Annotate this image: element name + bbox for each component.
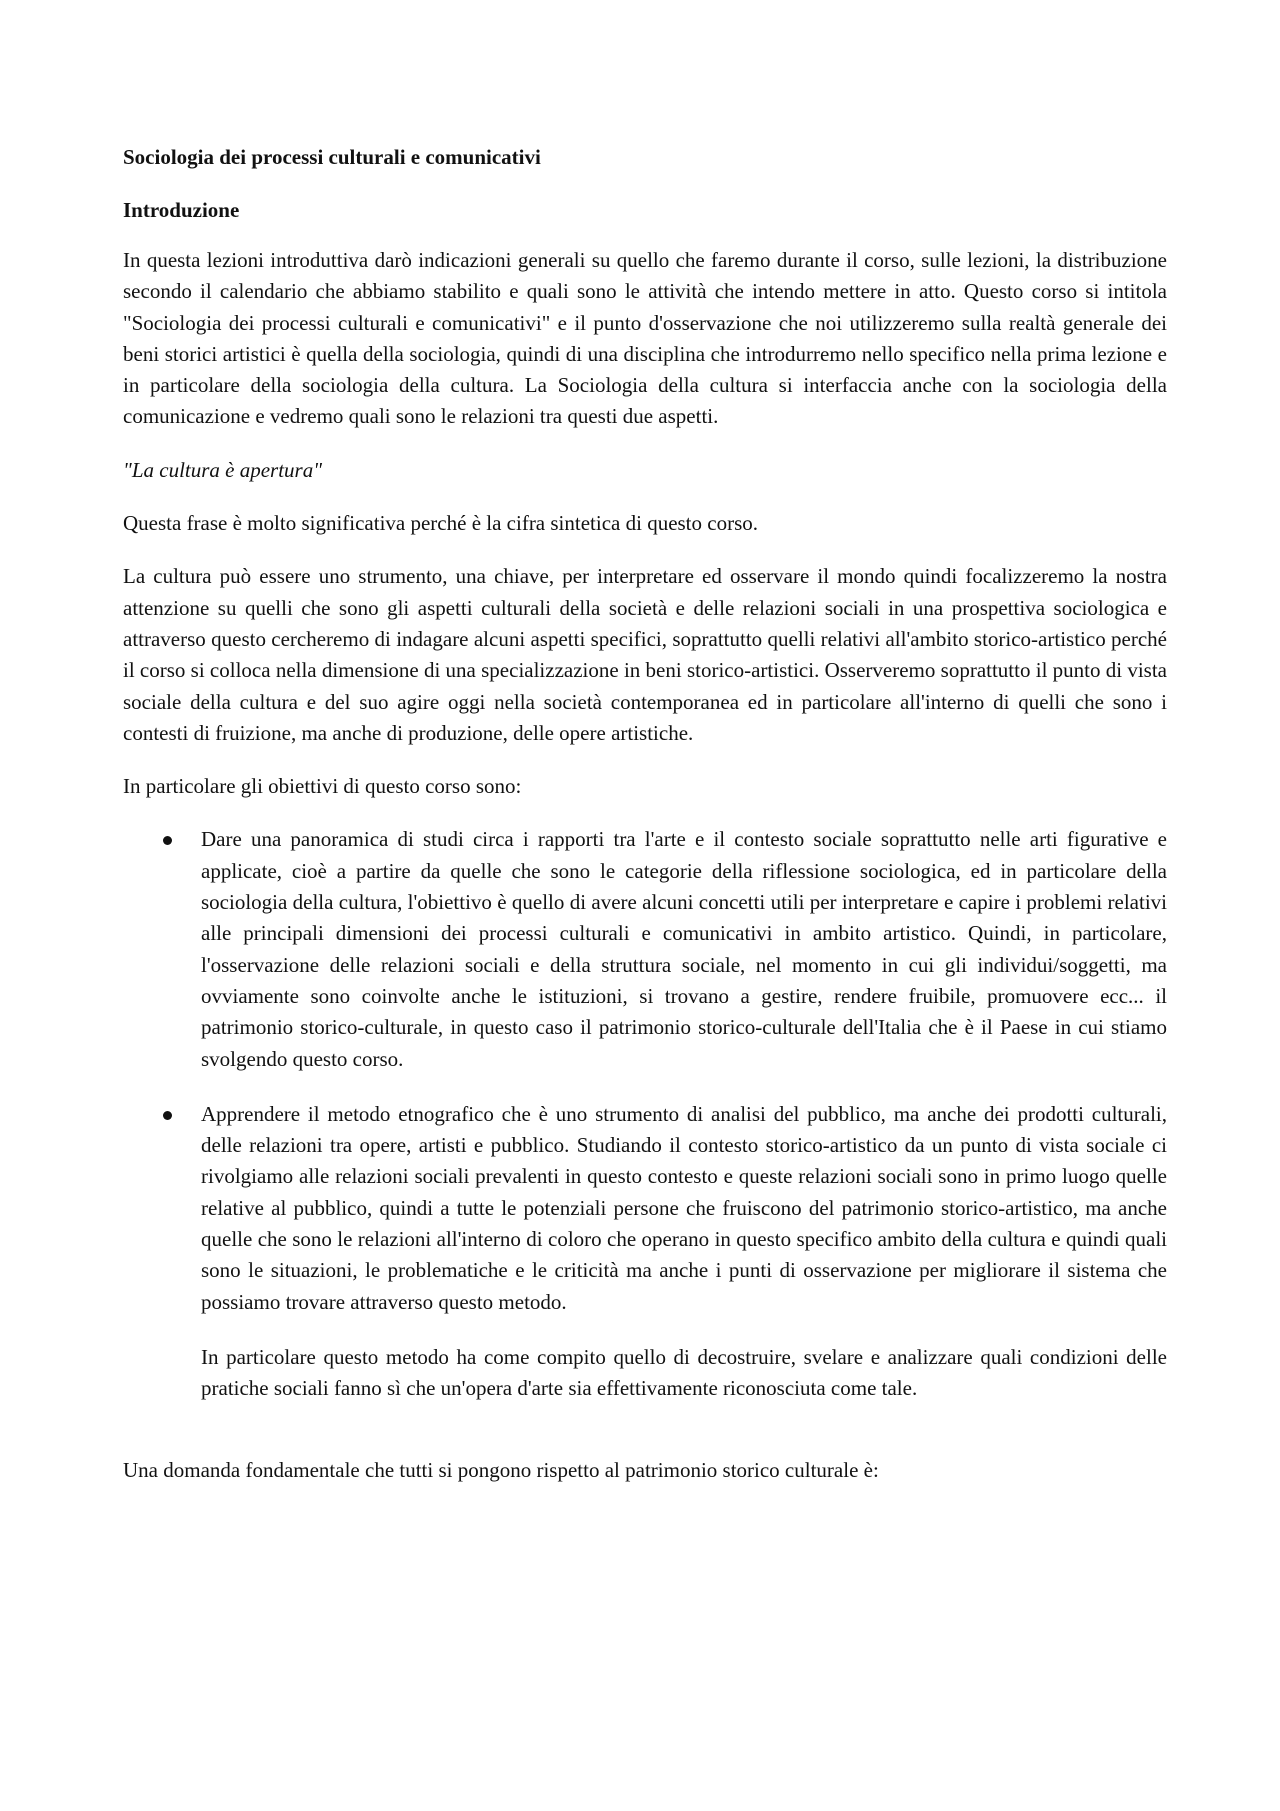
objectives-intro: In particolare gli obiettivi di questo corso sono: (123, 774, 522, 799)
section-heading: Introduzione (123, 198, 240, 222)
list-item (123, 824, 1167, 1074)
quote-text: "La cultura è apertura" (123, 457, 323, 482)
objective-text: Dare una panoramica di studi circa i rapporti tra l'arte e il contesto sociale soprattutto nelle arti figurative e applicate, cioè a partire da quelle che sono le categorie della riflessione sociologica, ed in particolare della sociologia della cultura, l'obiettivo è quello di avere alcuni concetti utili per interpretare e capire i problemi relativi alle principali dimensioni dei processi culturali e comunicativi in ambito artistico. Quindi, in particolare, l'osservazione delle relazioni sociali e della struttura sociale, nel momento in cui gli individui/soggetti, ma ovviamente sono coinvolte anche le istituzioni, si trovano a gestire, rendere fruibile, promuovere ecc... il patrimonio storico-culturale, in questo caso il patrimonio storico-culturale dell'Italia che è il Paese in cui stiamo svolgendo questo corso. (201, 827, 1167, 1071)
objective-subparagraph: In particolare questo metodo ha come compito quello di decostruire, svelare e analizzare quali condizioni delle pratiche sociali fanno sì che un'opera d'arte sia effettivamente riconosciuta come tale. (201, 1344, 1167, 1401)
objective-text: Apprendere il metodo etnografico che è uno strumento di analisi del pubblico, ma anche dei prodotti culturali, delle relazioni tra opere, artisti e pubblico. Studiando il contesto storico-artistico da un punto di vista sociale ci rivolgiamo alle relazioni sociali prevalenti in questo contesto e queste relazioni sociali sono in primo luogo quelle relative al pubblico, quindi a tutte le potenziali persone che fruiscono del patrimonio storico-artistico, ma anche quelle che sono le relazioni all'interno di coloro che operano in questo specifico ambito della cultura e quindi quali sono le situazioni, le problematiche e le criticità ma anche i punti di osservazione per migliorare il sistema che possiamo trovare attraverso questo metodo. (201, 1101, 1167, 1314)
list-item (123, 1099, 1167, 1405)
document-title: Sociologia dei processi culturali e comunicativi (123, 145, 541, 169)
bullet-icon (163, 1111, 172, 1120)
objectives-list (123, 824, 1167, 1404)
intro-paragraph: In questa lezioni introduttiva darò indicazioni generali su quello che faremo durante il corso, sulle lezioni, la distribuzione secondo il calendario che abbiamo stabilito e quali sono le attività che intendo mettere in atto. Questo corso si intitola "Sociologia dei processi culturali e comunicativi" e il punto d'osservazione che noi utilizzeremo sulla realtà generale dei beni storici artistici è quella della sociologia, quindi di una disciplina che introdurremo nello specifico nella prima lezione e in particolare della sociologia della cultura. La Sociologia della cultura si interfaccia anche con la sociologia della comunicazione e vedremo quali sono le relazioni tra questi due aspetti. (123, 248, 1167, 429)
document-page (123, 142, 1167, 1508)
closing-paragraph: Una domanda fondamentale che tutti si pongono rispetto al patrimonio storico culturale è: (123, 1457, 879, 1482)
culture-paragraph: La cultura può essere uno strumento, una chiave, per interpretare ed osservare il mondo quindi focalizzeremo la nostra attenzione su quelli che sono gli aspetti culturali della società e delle relazioni sociali in una prospettiva sociologica e attraverso questo cercheremo di indagare alcuni aspetti specifici, soprattutto quelli relativi all'ambito storico-artistico perché il corso si colloca nella dimensione di una specializzazione in beni storico-artistici. Osserveremo soprattutto il punto di vista sociale della cultura e del suo agire oggi nella società contemporanea ed in particolare all'interno di quelli che sono i contesti di fruizione, ma anche di produzione, delle opere artistiche. (123, 564, 1167, 745)
bullet-icon (163, 836, 172, 845)
quote-comment-paragraph: Questa frase è molto significativa perché è la cifra sintetica di questo corso. (123, 511, 759, 536)
